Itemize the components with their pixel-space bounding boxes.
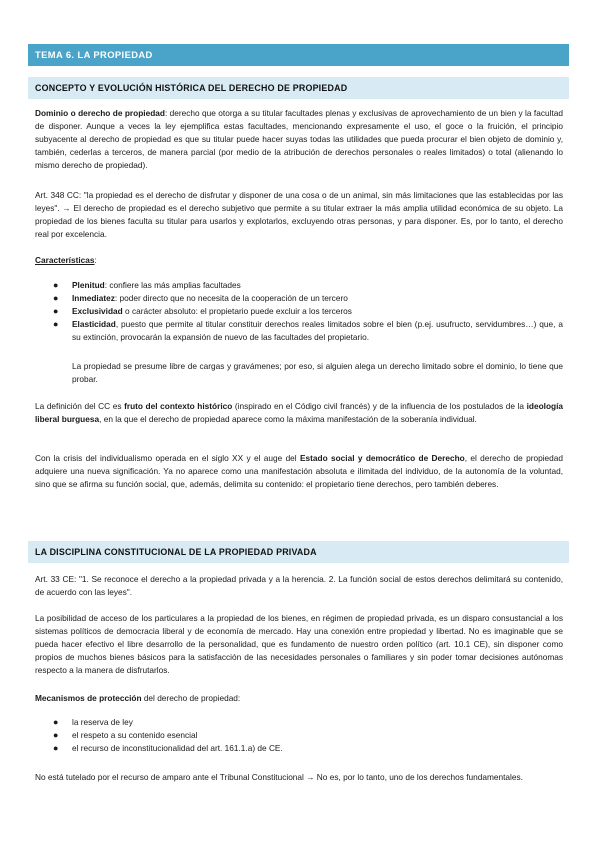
list-item	[35, 716, 563, 729]
chapter-title: TEMA 6. LA PROPIEDAD	[28, 44, 569, 66]
bullet-icon: ●	[53, 319, 59, 330]
bullet-icon: ●	[53, 743, 59, 754]
bullet-icon: ●	[53, 717, 59, 727]
paragraph-dominio	[35, 107, 563, 172]
text-run-bold: Estado social y democrático de Derecho	[299, 453, 465, 463]
paragraph-propiedad-libertad: La posibilidad de acceso de los particulares a la propiedad de los bienes, en régimen de propiedad privada, es un disparo consustancial a los sistemas políticos de democracia liberal y de economía de mercado. Hay una conexión entre propiedad y libertad. No es imaginable que se pueda hacer efectivo el libre desarrollo de la personalidad, que es fundamento de nuestro orden político (art. 10.1 CE), sin disponer como propios de muchos bienes básicos para la satisfacción de las necesidades personales o familiares y sin poder tomar decisiones autónomas respecto a la manera de disfrutarlos.	[35, 613, 563, 676]
paragraph-art-33: Art. 33 CE: "1. Se reconoce el derecho a la propiedad privada y a la herencia. 2. La función social de estos derechos delimitará su contenido, de acuerdo con las leyes".	[35, 574, 563, 598]
paragraph-contexto-historico	[35, 400, 563, 426]
text-run-bold: ideología liberal burguesa	[35, 401, 563, 425]
list-item-text: , puesto que permite al titular constituir derechos reales limitados sobre el bien (p.ej. usufructo, servidumbres…) que, a su extinción, provocarán la expansión de nuevo de las facultades del propietario.	[72, 319, 563, 343]
section-title-concepto: CONCEPTO Y EVOLUCIÓN HISTÓRICA DEL DERECHO DE PROPIEDAD	[28, 77, 569, 99]
caracteristicas-label: Características	[35, 255, 95, 265]
list-item-text: el respeto a su contenido esencial	[72, 730, 198, 741]
mecanismos-text: del derecho de propiedad:	[141, 693, 241, 703]
paragraph-dominio-text: : derecho que otorga a su titular facultades plenas y exclusivas de aprovechamiento de un bien y la facultad de disponer. Aunque a veces la ley ejemplifica estas facultades, mencionando expresamente el uso, el goce o la fruición, el principio subyacente al derecho de propiedad es que su titular puede hacer suyas todas las utilidades que pueda procurar el bien objeto de dominio y, también, cederlas a terceros, de manera parcial (por medio de la atribución de derechos personales o reales limitados) o total (alienando lo mismo derecho de propiedad).	[35, 108, 563, 171]
term-dominio: Dominio o derecho de propiedad	[35, 108, 165, 118]
list-item	[35, 305, 563, 318]
list-item-text: : confiere las más amplias facultades	[104, 280, 241, 290]
list-item-term: Elasticidad	[72, 319, 116, 330]
list-item	[35, 729, 563, 742]
text-run: , el derecho de propiedad adquiere una nueva significación. Ya no aparece como una manifestación absoluta e ilimitada del individuo, de la autonomía de la voluntad, sino que se afirma su función social, que, además, delimita su contenido: el propietario tiene derechos, pero también deberes.	[35, 453, 563, 490]
caracteristicas-colon: :	[94, 255, 97, 265]
list-item	[35, 742, 563, 755]
list-item-text: : poder directo que no necesita de la cooperación de un tercero	[114, 293, 348, 304]
bullet-icon: ●	[53, 280, 59, 290]
list-item	[35, 318, 563, 344]
list-item-term: Inmediatez	[72, 293, 115, 304]
text-run-bold: fruto del contexto histórico	[124, 401, 233, 411]
mecanismos-heading	[35, 692, 563, 705]
list-item-text: el recurso de inconstitucionalidad del art. 161.1.a) de CE.	[72, 743, 283, 754]
list-item	[35, 279, 563, 292]
section-title-disciplina: LA DISCIPLINA CONSTITUCIONAL DE LA PROPIEDAD PRIVADA	[28, 541, 569, 563]
mecanismos-list	[35, 716, 563, 755]
text-run: Con la crisis del individualismo operada en el siglo XX y el auge del	[35, 453, 300, 463]
indented-note: La propiedad se presume libre de cargas y gravámenes; por eso, si alguien alega un derecho limitado sobre el dominio, lo tiene que probar.	[72, 361, 563, 385]
caracteristicas-heading	[35, 254, 563, 267]
bullet-icon: ●	[53, 293, 59, 304]
paragraph-amparo: No está tutelado por el recurso de amparo ante el Tribunal Constitucional → No es, por lo tanto, uno de los derechos fundamentales.	[35, 772, 523, 782]
text-run: (inspirado en el Código civil francés) y de la influencia de los postulados de la	[232, 401, 527, 411]
bullet-icon: ●	[53, 306, 59, 317]
mecanismos-label: Mecanismos de protección	[35, 693, 142, 703]
bullet-icon: ●	[53, 730, 59, 741]
text-run: La definición del CC es	[35, 401, 125, 411]
paragraph-art-348: Art. 348 CC: "la propiedad es el derecho de disfrutar y disponer de una cosa o de un animal, sin más limitaciones que las establecidas por las leyes". → El derecho de propiedad es el derecho subjetivo que permite a su titular extraer la más amplia utilidad económica de su objeto. La propiedad de los bienes faculta su titular para usarlos y explotarlos, excluyendo otras personas, y para disponer. Es, por lo tanto, el derecho real por excelencia.	[35, 190, 563, 240]
caracteristicas-list	[35, 279, 563, 344]
list-item-term: Plenitud	[72, 280, 105, 290]
text-run: , en la que el derecho de propiedad aparece como la máxima manifestación de la soberanía individual.	[99, 414, 477, 425]
list-item	[35, 292, 563, 305]
list-item-text: o carácter absoluto: el propietario puede excluir a los terceros	[122, 306, 352, 317]
paragraph-estado-social	[35, 452, 563, 491]
list-item-text: la reserva de ley	[72, 717, 133, 727]
list-item-term: Exclusividad	[72, 306, 123, 317]
